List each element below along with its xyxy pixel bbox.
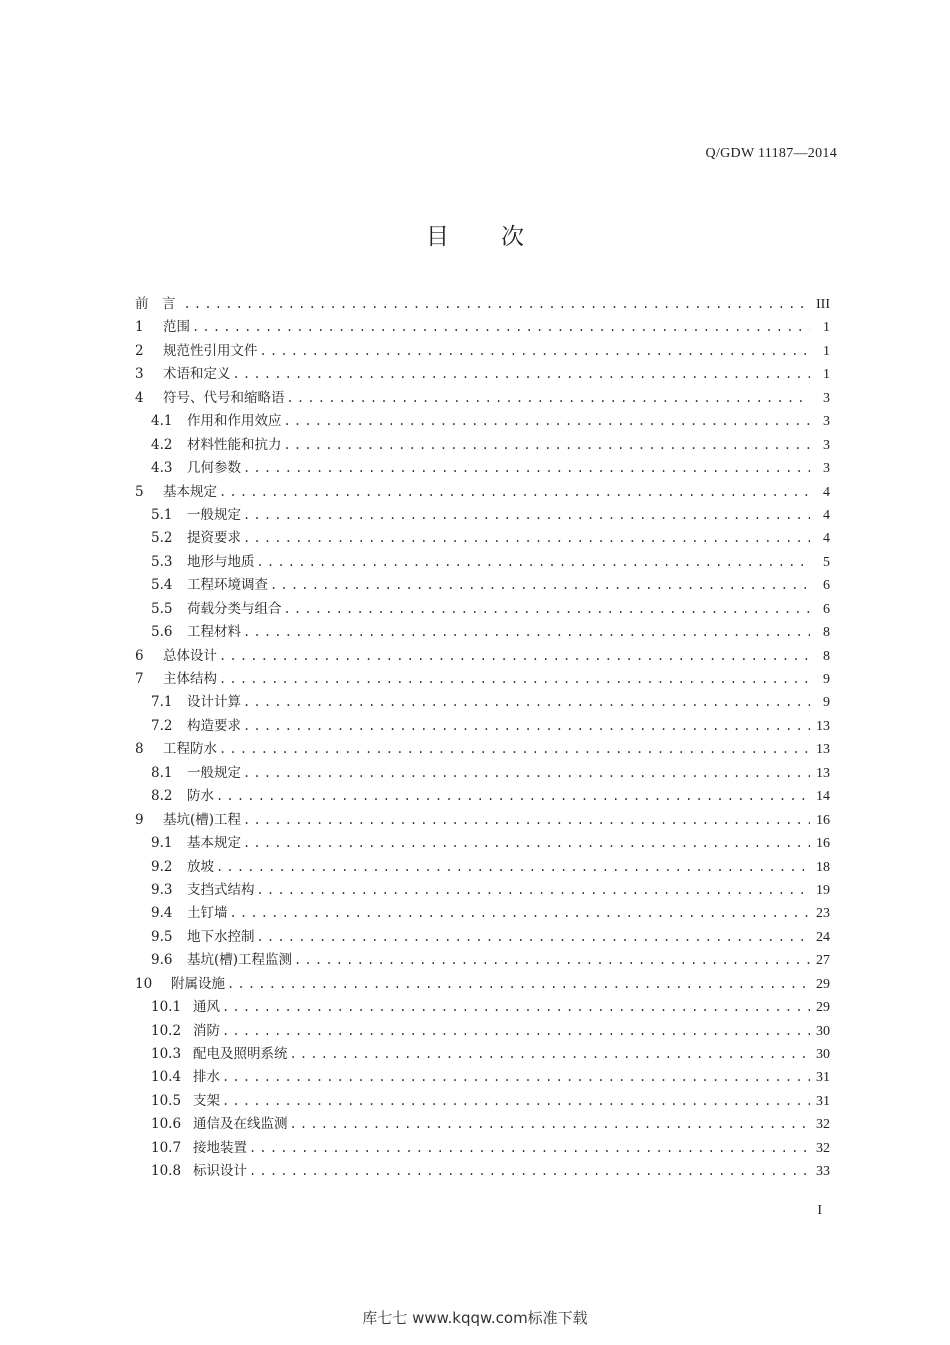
toc-leader-dots	[257, 930, 811, 944]
toc-leader-dots	[257, 883, 811, 897]
toc-entry-number: 2	[135, 342, 144, 359]
toc-leader-dots	[219, 672, 810, 686]
toc-entry-page: 31	[816, 1093, 830, 1109]
toc-entry-number: 9.6	[151, 952, 173, 969]
toc-leader-dots	[216, 860, 810, 874]
toc-entry-page: 5	[823, 554, 830, 570]
toc-entry-number: 7	[135, 671, 144, 687]
toc-entry-page: 3	[823, 437, 830, 453]
toc-entry-number: 10.8	[151, 1163, 182, 1180]
toc-entry-number: 5.5	[151, 600, 173, 617]
toc-entry-page: 32	[816, 1140, 830, 1156]
toc-entry-page: 24	[816, 929, 830, 945]
toc-leader-dots	[222, 1094, 810, 1108]
toc-entry-page: 30	[816, 1023, 830, 1039]
toc-leader-dots	[184, 297, 811, 311]
toc-leader-dots	[260, 344, 811, 358]
toc-leader-dots	[243, 836, 810, 850]
toc-entry-page: 27	[816, 953, 830, 969]
toc-entry[interactable]	[135, 761, 830, 784]
toc-entry-number: 7.1	[151, 694, 173, 711]
title-char-1: 目	[426, 224, 449, 250]
toc-entry-label: 放坡	[187, 858, 214, 875]
toc-entry[interactable]	[135, 1042, 830, 1065]
toc-entry[interactable]	[135, 1019, 830, 1042]
toc-leader-dots	[284, 438, 811, 452]
toc-leader-dots	[222, 1024, 810, 1038]
toc-entry-label: 地下水控制	[187, 928, 255, 945]
toc-entry-number: 9.5	[151, 928, 173, 945]
toc-entry[interactable]	[135, 526, 830, 549]
title-char-2: 次	[501, 224, 524, 250]
toc-entry[interactable]	[135, 362, 830, 385]
toc-entry-page: 13	[816, 742, 830, 758]
page-title	[0, 218, 950, 251]
toc-leader-dots	[257, 555, 811, 569]
toc-entry-number: 4.2	[151, 436, 173, 453]
toc-entry-page: 1	[823, 343, 830, 359]
toc-entry-number: 3	[135, 366, 144, 383]
toc-entry-label: 材料性能和抗力	[187, 436, 282, 453]
toc-entry-number: 10.7	[151, 1139, 182, 1156]
toc-leader-dots	[219, 742, 810, 756]
toc-entry-label: 工程防水	[163, 741, 217, 758]
toc-entry-page: 18	[816, 859, 830, 875]
toc-leader-dots	[243, 461, 810, 475]
toc-entry[interactable]	[135, 644, 830, 667]
toc-entry-page: 29	[816, 976, 830, 992]
toc-entry-page: 23	[816, 906, 830, 922]
toc-entry-number: 10.2	[151, 1022, 182, 1039]
toc-entry[interactable]	[135, 292, 830, 315]
toc-entry-label: 基坑(槽)工程	[163, 811, 242, 828]
toc-entry-number: 6	[135, 647, 144, 664]
toc-entry[interactable]	[135, 1112, 830, 1135]
toc-entry[interactable]	[135, 855, 830, 878]
toc-leader-dots	[222, 1070, 810, 1084]
toc-entry[interactable]	[135, 386, 830, 409]
toc-leader-dots	[290, 1117, 811, 1131]
toc-entry-number: 9.3	[151, 881, 173, 898]
toc-leader-dots	[243, 531, 810, 545]
toc-leader-dots	[270, 578, 810, 592]
toc-entry-number: 10.6	[151, 1116, 182, 1133]
toc-leader-dots	[216, 789, 810, 803]
toc-leader-dots	[222, 1000, 810, 1014]
toc-entry-label: 配电及照明系统	[193, 1046, 288, 1062]
toc-entry-page: III	[816, 297, 830, 312]
toc-leader-dots	[230, 906, 811, 920]
toc-entry-label: 术语和定义	[163, 366, 231, 383]
toc-entry[interactable]	[135, 1065, 830, 1088]
toc-entry-label: 标识设计	[193, 1163, 247, 1180]
toc-leader-dots	[243, 625, 810, 639]
toc-entry[interactable]	[135, 480, 830, 503]
toc-entry-number: 5	[135, 483, 144, 500]
toc-entry-label: 支架	[193, 1092, 220, 1109]
toc-leader-dots	[243, 813, 810, 827]
toc-leader-dots	[243, 695, 810, 709]
toc-entry-label: 范围	[163, 319, 190, 336]
toc-entry-number: 前 言	[135, 296, 176, 312]
toc-entry[interactable]	[135, 550, 830, 573]
toc-entry-label: 防水	[187, 788, 214, 805]
toc-entry[interactable]	[135, 339, 830, 362]
toc-entry-number: 4	[135, 389, 144, 406]
toc-entry-label: 接地装置	[193, 1139, 247, 1156]
toc-entry-page: 4	[823, 507, 830, 523]
toc-entry[interactable]	[135, 667, 830, 690]
toc-entry-page: 6	[823, 601, 830, 617]
toc-entry-label: 一般规定	[187, 764, 241, 781]
toc-entry-number: 10.3	[151, 1046, 182, 1062]
toc-entry[interactable]	[135, 503, 830, 526]
toc-leader-dots	[219, 649, 810, 663]
toc-leader-dots	[284, 602, 811, 616]
toc-entry[interactable]	[135, 690, 830, 713]
toc-entry-page: 29	[816, 1000, 830, 1016]
toc-entry-page: 31	[816, 1070, 830, 1086]
toc-entry-label: 基坑(槽)工程监测	[187, 952, 293, 969]
toc-entry[interactable]	[135, 784, 830, 807]
toc-leader-dots	[290, 1047, 811, 1061]
toc-entry-label: 荷载分类与组合	[187, 600, 282, 617]
toc-leader-dots	[294, 953, 810, 967]
toc-entry-page: 16	[816, 836, 830, 852]
toc-entry-page: 1	[823, 320, 830, 336]
toc-entry-number: 9	[135, 811, 144, 828]
toc-entry[interactable]	[135, 925, 830, 948]
toc-entry-label: 作用和作用效应	[187, 413, 282, 430]
toc-entry[interactable]	[135, 620, 830, 643]
footer-watermark: 库七七 www.kqqw.com标准下载	[362, 1309, 588, 1327]
toc-leader-dots	[227, 977, 810, 991]
toc-entry-number: 10	[135, 975, 153, 992]
toc-leader-dots	[192, 320, 810, 334]
toc-entry-page: 1	[823, 367, 830, 383]
toc-entry-page: 30	[816, 1047, 830, 1062]
toc-entry[interactable]	[135, 948, 830, 971]
toc-entry[interactable]	[135, 315, 830, 338]
toc-entry[interactable]	[135, 737, 830, 760]
toc-entry-number: 10.5	[151, 1092, 182, 1109]
toc-entry-page: 13	[816, 718, 830, 734]
toc-entry-number: 4.1	[151, 413, 173, 430]
toc-entry-label: 提资要求	[187, 530, 241, 547]
toc-entry-page: 3	[823, 390, 830, 406]
toc-entry-number: 9.4	[151, 905, 173, 922]
toc-entry-page: 3	[823, 414, 830, 430]
toc-entry[interactable]	[135, 901, 830, 924]
toc-entry[interactable]	[135, 808, 830, 831]
document-code: Q/GDW 11187—2014	[705, 146, 837, 161]
toc-entry-number: 4.3	[151, 460, 173, 477]
toc-entry-label: 总体设计	[163, 647, 217, 664]
toc-entry-page: 8	[823, 648, 830, 664]
toc-entry-number: 9.2	[151, 858, 173, 875]
toc-entry-page: 9	[823, 672, 830, 687]
toc-entry-label: 地形与地质	[187, 553, 255, 570]
toc-entry-page: 6	[823, 578, 830, 594]
toc-entry-page: 3	[823, 461, 830, 477]
toc-leader-dots	[249, 1141, 810, 1155]
toc-entry-label: 支挡式结构	[187, 881, 255, 898]
toc-entry-label: 基本规定	[163, 483, 217, 500]
toc-entry[interactable]	[135, 456, 830, 479]
toc-entry[interactable]	[135, 433, 830, 456]
toc-entry-label: 几何参数	[187, 460, 241, 477]
toc-entry-page: 13	[816, 765, 830, 781]
toc-entry-label: 基本规定	[187, 835, 241, 852]
toc-entry-label: 通信及在线监测	[193, 1116, 288, 1133]
toc-entry[interactable]	[135, 1159, 830, 1182]
toc-entry[interactable]	[135, 714, 830, 737]
toc-entry-label: 一般规定	[187, 506, 241, 523]
toc-entry-label: 工程环境调查	[187, 577, 268, 594]
toc-entry[interactable]	[135, 1089, 830, 1112]
toc-entry-number: 8	[135, 741, 144, 758]
toc-entry-label: 工程材料	[187, 624, 241, 641]
toc-entry-page: 14	[816, 789, 830, 805]
toc-entry-number: 5.6	[151, 624, 173, 641]
toc-entry-label: 消防	[193, 1022, 220, 1039]
toc-leader-dots	[287, 391, 811, 405]
toc-leader-dots	[243, 719, 810, 733]
toc-entry-number: 8.1	[151, 764, 173, 781]
toc-entry-page: 32	[816, 1117, 830, 1133]
toc-entry[interactable]	[135, 878, 830, 901]
toc-leader-dots	[284, 414, 811, 428]
toc-entry[interactable]	[135, 409, 830, 432]
toc-entry-number: 5.3	[151, 553, 173, 570]
toc-entry[interactable]	[135, 995, 830, 1018]
toc-entry-page: 8	[823, 625, 830, 641]
toc-entry[interactable]	[135, 597, 830, 620]
toc-entry-number: 10.1	[151, 999, 182, 1016]
toc-entry-page: 4	[823, 484, 830, 500]
toc-entry-label: 附属设施	[171, 975, 225, 992]
toc-entry-number: 7.2	[151, 717, 173, 734]
toc-entry-page: 33	[816, 1164, 830, 1180]
toc-entry-label: 主体结构	[163, 671, 217, 687]
toc-entry[interactable]	[135, 573, 830, 596]
toc-entry-number: 5.1	[151, 506, 173, 523]
toc-entry-label: 符号、代号和缩略语	[163, 389, 285, 406]
toc-entry-number: 8.2	[151, 788, 173, 805]
toc-entry-page: 4	[823, 531, 830, 547]
toc-entry-label: 通风	[193, 999, 220, 1016]
page-number: I	[817, 1203, 822, 1218]
toc-entry-page: 19	[816, 882, 830, 898]
toc-entry[interactable]	[135, 1136, 830, 1159]
toc-entry-label: 规范性引用文件	[163, 342, 258, 359]
toc-entry-number: 5.2	[151, 530, 173, 547]
toc-entry[interactable]	[135, 972, 830, 995]
toc-entry-number: 9.1	[151, 835, 173, 852]
toc-entry-number: 1	[135, 319, 144, 336]
toc-entry-number: 10.4	[151, 1069, 182, 1086]
toc-leader-dots	[233, 367, 811, 381]
toc-leader-dots	[249, 1164, 810, 1178]
toc-entry-label: 排水	[193, 1069, 220, 1086]
toc-entry[interactable]	[135, 831, 830, 854]
toc-entry-label: 土钉墙	[187, 905, 228, 922]
toc-leader-dots	[243, 508, 810, 522]
toc-entry-label: 设计计算	[187, 694, 241, 711]
toc-leader-dots	[219, 485, 810, 499]
toc-leader-dots	[243, 766, 810, 780]
toc-entry-page: 16	[816, 812, 830, 828]
toc-entry-label: 构造要求	[187, 717, 241, 734]
table-of-contents	[135, 292, 830, 1183]
toc-entry-number: 5.4	[151, 577, 173, 594]
toc-entry-page: 9	[823, 695, 830, 711]
